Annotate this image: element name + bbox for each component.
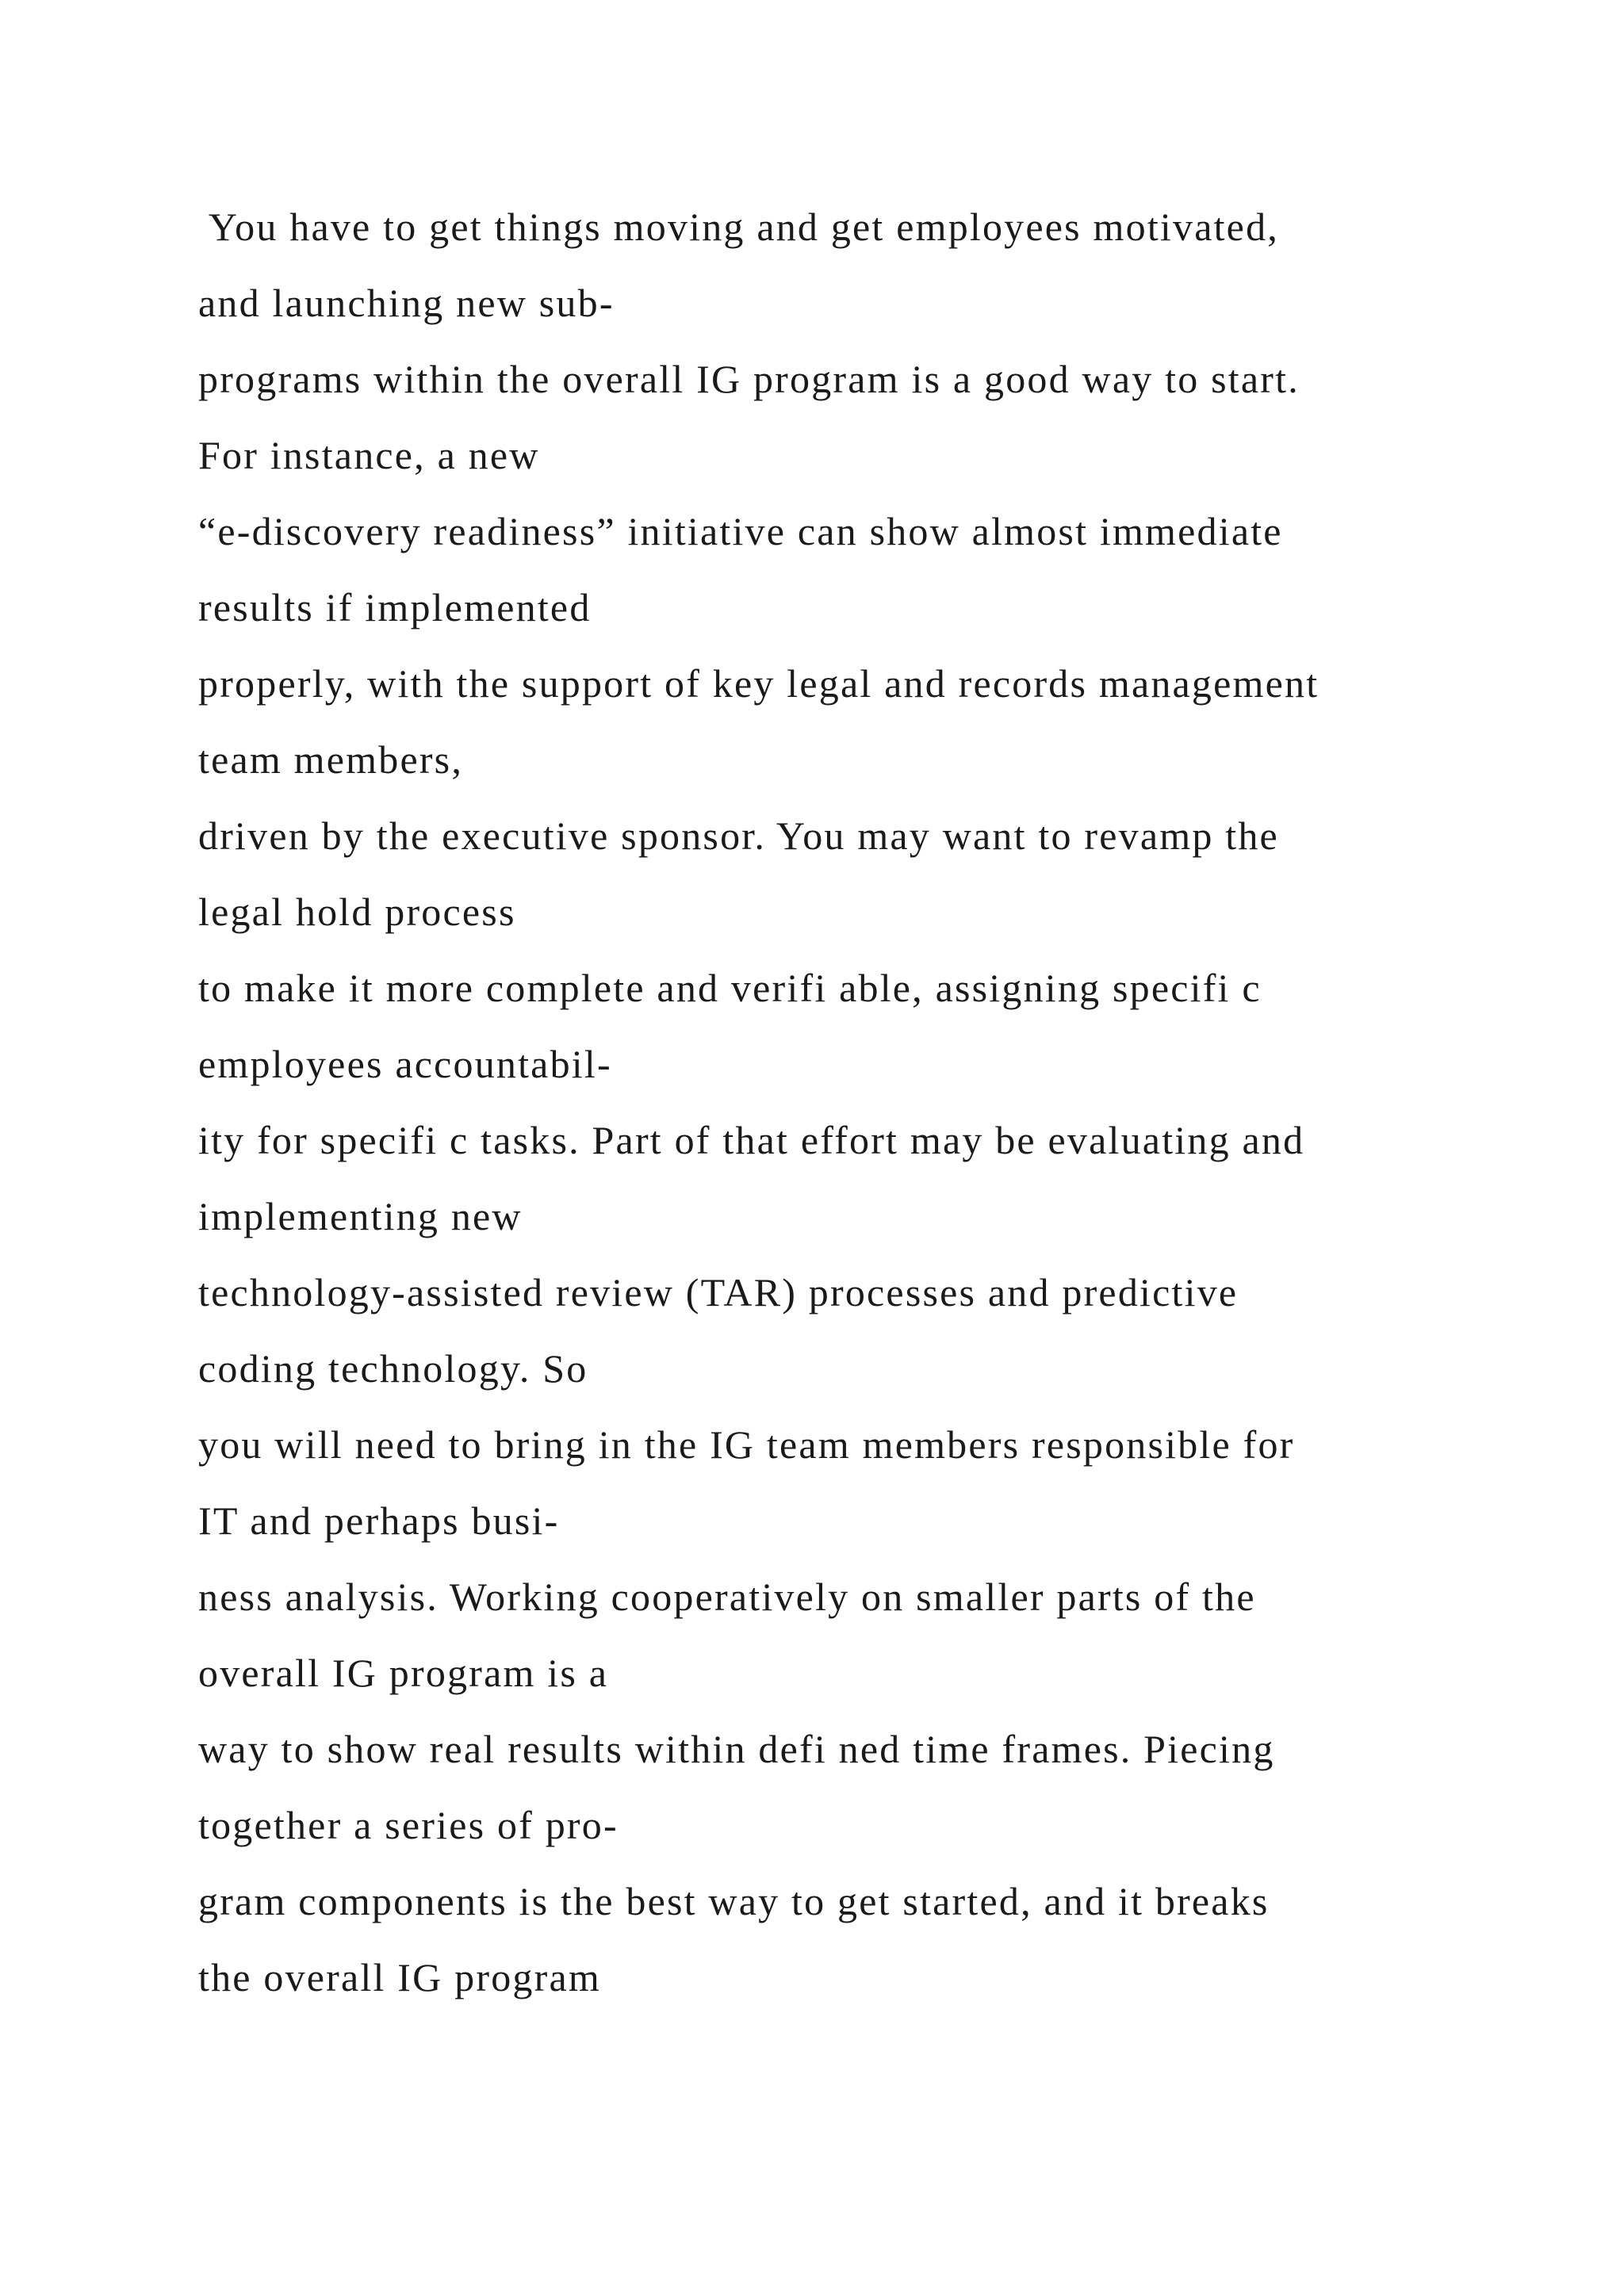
text-line: you will need to bring in the IG team members responsible for xyxy=(198,1422,1295,1467)
body-text xyxy=(198,189,1610,2015)
text-line: overall IG program is a xyxy=(198,1651,609,1695)
text-line: together a series of pro- xyxy=(198,1803,619,1847)
text-line: to make it more complete and verifi able, assigning specifi c xyxy=(198,966,1262,1010)
text-line: IT and perhaps busi- xyxy=(198,1498,560,1543)
text-line: properly, with the support of key legal and records management xyxy=(198,661,1320,706)
text-line: gram components is the best way to get started, and it breaks xyxy=(198,1879,1270,1923)
text-line: employees accountabil- xyxy=(198,1042,612,1086)
text-line: legal hold process xyxy=(198,890,516,934)
text-line: team members, xyxy=(198,737,464,782)
text-line: way to show real results within defi ned time frames. Piecing xyxy=(198,1727,1275,1771)
text-line: programs within the overall IG program is a good way to start. xyxy=(198,357,1300,401)
text-line: results if implemented xyxy=(198,585,592,629)
text-line: implementing new xyxy=(198,1194,523,1238)
text-line: the overall IG program xyxy=(198,1955,601,1999)
text-line: For instance, a new xyxy=(198,433,540,477)
text-line: ness analysis. Working cooperatively on smaller parts of the xyxy=(198,1575,1256,1619)
text-line: You have to get things moving and get employees motivated, xyxy=(198,205,1279,249)
text-line: and launching new sub- xyxy=(198,281,615,325)
text-line: “e-discovery readiness” initiative can show almost immediate xyxy=(198,509,1283,553)
text-line: coding technology. So xyxy=(198,1346,588,1391)
text-line: technology-assisted review (TAR) processes and predictive xyxy=(198,1270,1239,1314)
text-line: driven by the executive sponsor. You may want to revamp the xyxy=(198,813,1279,858)
text-line: ity for specifi c tasks. Part of that effort may be evaluating and xyxy=(198,1118,1305,1162)
